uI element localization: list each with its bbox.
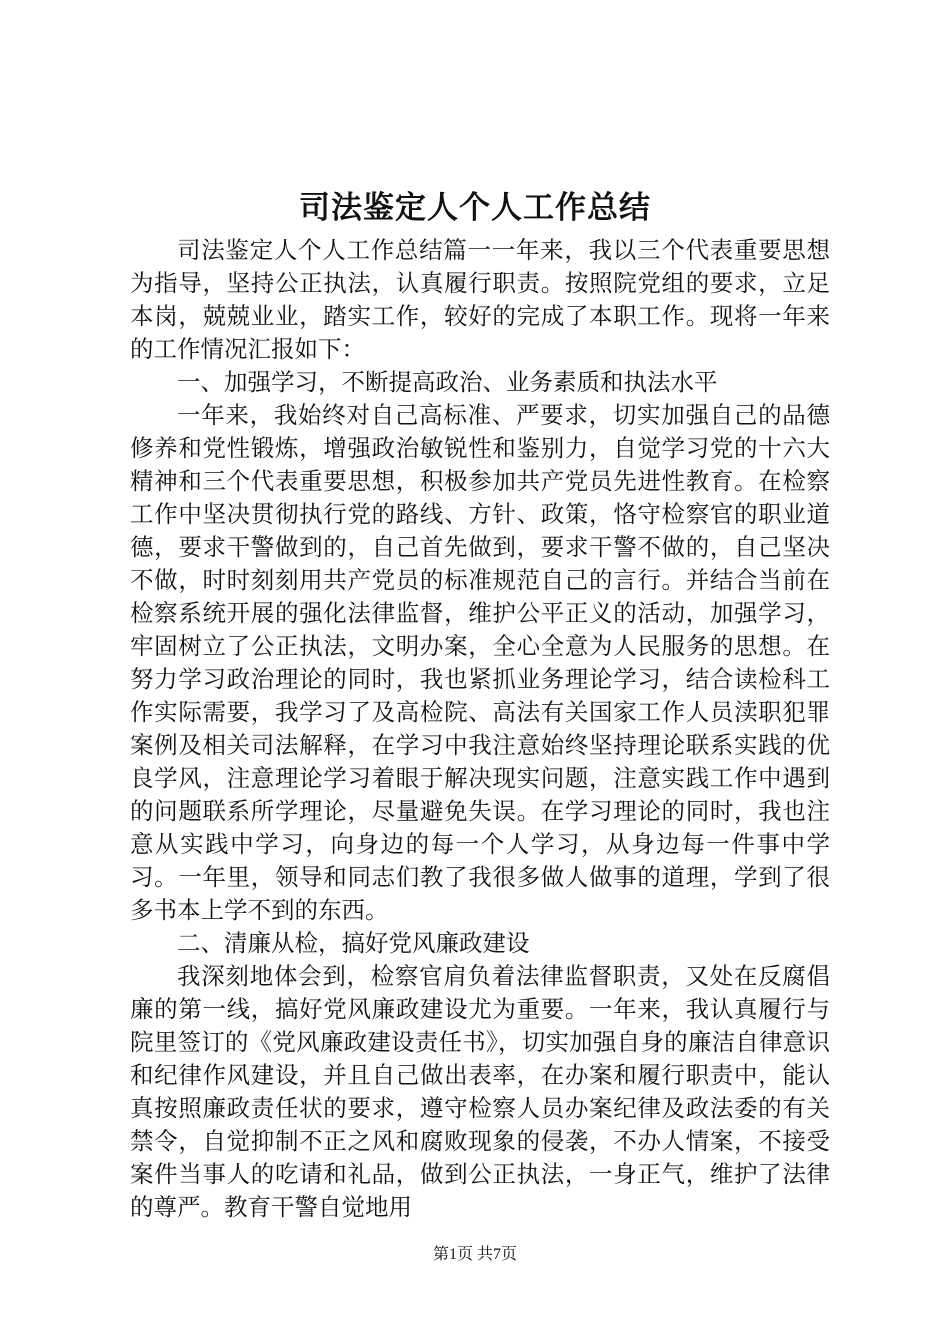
document-body — [130, 234, 830, 1224]
document-title: 司法鉴定人个人工作总结 — [299, 190, 651, 226]
section-heading-2: 二、清廉从检，搞好党风廉政建设 — [177, 929, 530, 957]
section-heading-1: 一、加强学习，不断提高政治、业务素质和执法水平 — [177, 368, 718, 396]
page-footer: 第1页 共7页 — [432, 1246, 517, 1263]
paragraph-intro: 司法鉴定人个人工作总结篇一一年来，我以三个代表重要思想为指导，坚持公正执法，认真履行职责。按照院党组的要求，立足本岗，兢兢业业，踏实工作，较好的完成了本职工作。现将一年来的工作情况汇报如下： — [130, 236, 830, 363]
paragraph-study: 一年来，我始终对自己高标准、严要求，切实加强自己的品德修养和党性锻炼，增强政治敏锐性和鉴别力，自觉学习党的十六大精神和三个代表重要思想，积极参加共产党员先进性教育。在检察工作中坚决贯彻执行党的路线、方针、政策，恪守检察官的职业道德，要求干警做到的，自己首先做到，要求干警不做的，自己坚决不做，时时刻刻用共产党员的标准规范自己的言行。并结合当前在检察系统开展的强化法律监督，维护公平正义的活动，加强学习，牢固树立了公正执法，文明办案，全心全意为人民服务的思想。在努力学习政治理论的同时，我也紧抓业务理论学习，结合读检科工作实际需要，我学习了及高检院、高法有关国家工作人员渎职犯罪案例及相关司法解释，在学习中我注意始终坚持理论联系实践的优良学风，注意理论学习着眼于解决现实问题，注意实践工作中遇到的问题联系所学理论，尽量避免失误。在学习理论的同时，我也注意从实践中学习，向身边的每一个人学习，从身边每一件事中学习。一年里，领导和同志们教了我很多做人做事的道理，学到了很多书本上学不到的东西。 — [130, 401, 830, 924]
paragraph-integrity: 我深刻地体会到，检察官肩负着法律监督职责，又处在反腐倡廉的第一线，搞好党风廉政建设尤为重要。一年来，我认真履行与院里签订的《党风廉政建设责任书》，切实加强自身的廉洁自律意识和纪律作风建设，并且自己做出表率，在办案和履行职责中，能认真按照廉政责任状的要求，遵守检察人员办案纪律及政法委的有关禁令，自觉抑制不正之风和腐败现象的侵袭，不办人情案，不接受案件当事人的吃请和礼品，做到公正执法，一身正气，维护了法律的尊严。教育干警自觉地用 — [130, 962, 830, 1221]
